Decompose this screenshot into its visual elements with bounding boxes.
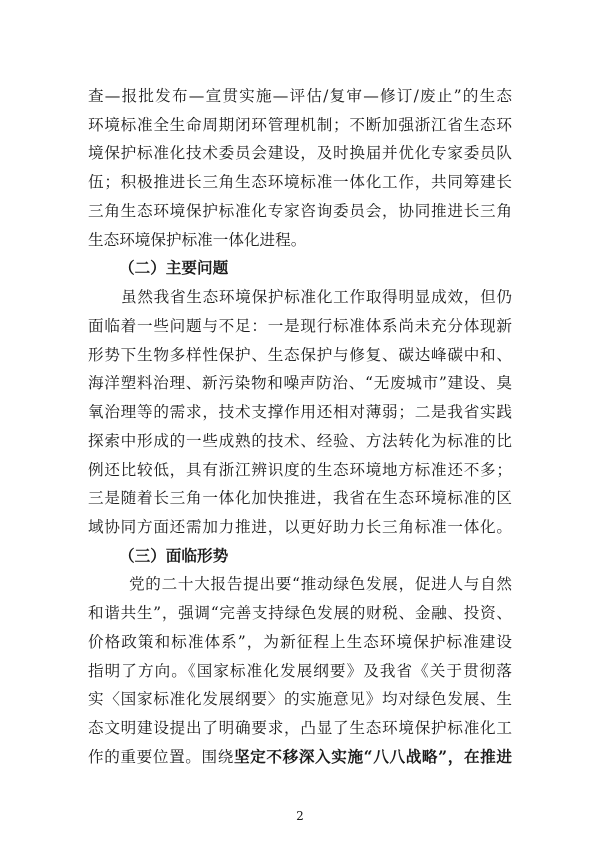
text-line: 实〈国家标准化发展纲要〉的实施意见》均对绿色发展、生 [88, 690, 512, 709]
text-line: 域协同方面还需加力推进，以更好助力长三角标准一体化。 [88, 518, 512, 537]
continuation-paragraph [88, 82, 512, 254]
text-line: 形势下生物多样性保护、生态保护与修复、碳达峰碳中和、 [88, 345, 512, 364]
text-line: 虽然我省生态环境保护标准化工作取得明显成效，但仍 [121, 288, 512, 307]
section-heading-main-problems: （二）主要问题 [119, 258, 229, 278]
text-line: 党的二十大报告提出要“推动绿色发展，促进人与自然 [129, 575, 512, 594]
text-line: 三角生态环境保护标准化专家咨询委员会，协同推进长三角 [88, 201, 512, 220]
document-body [88, 82, 512, 772]
text-line: 面临着一些问题与不足：一是现行标准体系尚未充分体现新 [88, 316, 512, 335]
section-heading-current-situation: （三）面临形势 [119, 545, 229, 565]
page-number: 2 [296, 809, 304, 823]
text-line: 海洋塑料治理、新污染物和噪声防治、“无废城市”建设、臭 [88, 374, 512, 393]
text-line [88, 743, 512, 772]
text-line: 境保护标准化技术委员会建设，及时换届并优化专家委员队 [88, 144, 512, 163]
text-line: 生态环境保护标准一体化进程。 [88, 230, 307, 249]
text-line: 氧治理等的需求，技术支撑作用还相对薄弱；二是我省实践 [88, 403, 512, 422]
current-situation-paragraph [88, 570, 512, 771]
text-normal: 作的重要位置。围绕 [88, 747, 234, 766]
text-line: 环境标准全生命周期闭环管理机制；不断加强浙江省生态环 [88, 115, 512, 134]
text-line: 三是随着长三角一体化加快推进，我省在生态环境标准的区 [88, 489, 512, 508]
text-line: 指明了方向。《国家标准化发展纲要》及我省《关于贯彻落 [88, 661, 512, 680]
text-line: 态文明建设提出了明确要求，凸显了生态环境保护标准化工 [88, 719, 512, 738]
text-emphasis: 坚定不移深入实施“八八战略”，在推进 [233, 746, 512, 766]
main-problems-paragraph [88, 283, 512, 542]
text-line: 探索中形成的一些成熟的技术、经验、方法转化为标准的比 [88, 431, 512, 450]
text-line: 和谐共生”，强调“完善支持绿色发展的财税、金融、投资、 [88, 604, 512, 623]
text-line: 价格政策和标准体系”，为新征程上生态环境保护标准建设 [88, 632, 512, 651]
text-line: 查—报批发布—宣贯实施—评估/复审—修订/废止”的生态 [88, 87, 512, 105]
text-line: 伍；积极推进长三角生态环境标准一体化工作，共同筹建长 [88, 173, 512, 192]
text-line: 例还比较低，具有浙江辨识度的生态环境地方标准还不多； [88, 460, 512, 479]
